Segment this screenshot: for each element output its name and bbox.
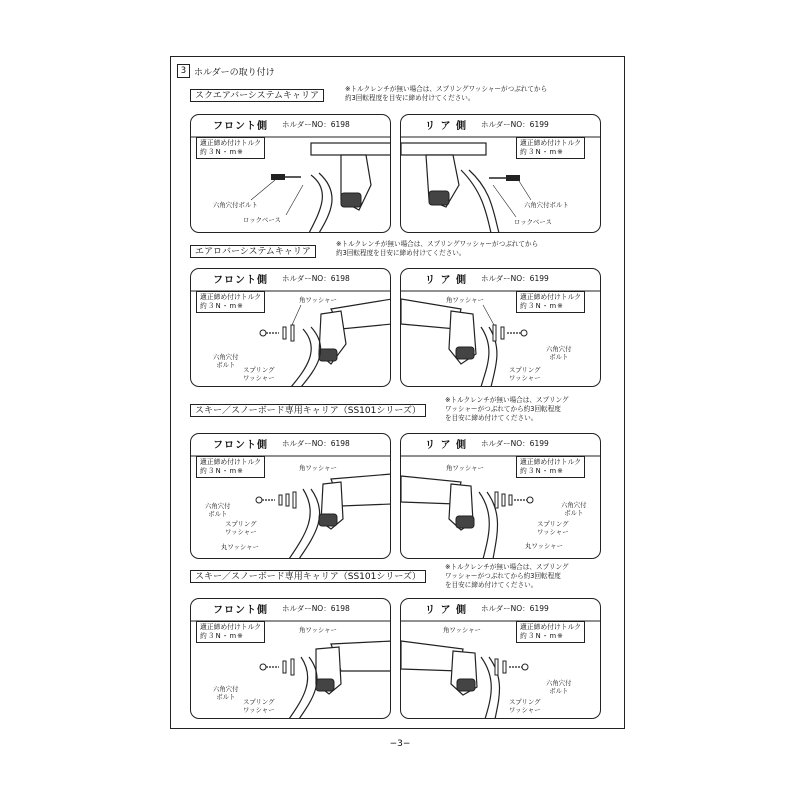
torque-title: 適正締め付けトルク	[200, 458, 262, 466]
bolt-label	[546, 679, 572, 695]
bolt-label	[561, 501, 587, 517]
panel-title	[401, 271, 601, 286]
side-name: フロント側	[213, 605, 268, 616]
label-line: スプリング	[225, 520, 257, 528]
label-line: ボルト	[564, 509, 584, 517]
note-line: ※トルクレンチが無い場合は、スプリングワッシャーがつぶれてから	[336, 240, 539, 248]
panel-title	[401, 117, 601, 132]
holder-illustration	[401, 269, 601, 387]
note-line: ※トルクレンチが無い場合は、スプリング	[445, 563, 569, 571]
spring-washer-label	[225, 520, 257, 536]
torque-title: 適正締め付けトルク	[200, 139, 262, 147]
round-washer-label: 丸ワッシャー	[525, 542, 563, 550]
carrier-label-square: スクエアバーシステムキャリア	[190, 89, 324, 102]
spring-washer-label	[509, 698, 541, 714]
torque-title: 適正締め付けトルク	[520, 623, 582, 631]
note-line: を目安に締め付けてください。	[445, 414, 538, 422]
rear-panel	[400, 114, 601, 233]
rear-panel	[400, 268, 601, 387]
note-line: ※トルクレンチが無い場合は、スプリング	[445, 396, 569, 404]
holder-illustration	[401, 115, 601, 233]
label-line: ワッシャー	[225, 528, 257, 536]
holder-number: ホルダーNO：6198	[282, 120, 350, 129]
side-name: フロント側	[213, 440, 268, 451]
torque-title: 適正締め付けトルク	[520, 458, 582, 466]
front-panel	[190, 268, 391, 387]
spring-washer-label	[243, 698, 275, 714]
torque-note	[345, 85, 547, 103]
bolt-label	[213, 353, 239, 369]
torque-value: 約３N・m※	[200, 302, 244, 310]
front-panel	[190, 433, 391, 559]
torque-value: 約３N・m※	[520, 302, 564, 310]
side-name: リ ア 側	[425, 275, 467, 286]
panel-title	[401, 601, 601, 616]
label-line: 六角穴付	[213, 685, 239, 693]
side-name: フロント側	[213, 275, 268, 286]
rear-panel	[400, 598, 601, 719]
spring-washer-label	[243, 366, 275, 382]
label-line: ワッシャー	[243, 374, 275, 382]
lockbase-label: ロックベース	[514, 218, 552, 226]
label-line: 六角穴付	[205, 502, 231, 510]
holder-illustration	[401, 434, 601, 559]
torque-box	[516, 137, 585, 159]
label-line: ボルト	[208, 510, 228, 518]
torque-note	[336, 240, 538, 258]
torque-title: 適正締め付けトルク	[520, 293, 582, 301]
bolt-label	[546, 345, 572, 361]
torque-title: 適正締め付けトルク	[200, 293, 262, 301]
label-line: スプリング	[243, 698, 275, 706]
square-washer-label: 角ワッシャー	[299, 626, 337, 634]
holder-illustration	[191, 434, 391, 559]
note-line: 約3回転程度を目安に締め付けてください。	[345, 94, 475, 102]
note-line: ※トルクレンチが無い場合は、スプリングワッシャーがつぶれてから	[345, 85, 548, 93]
torque-title: 適正締め付けトルク	[520, 139, 582, 147]
square-washer-label: 角ワッシャー	[299, 296, 337, 304]
torque-value: 約３N・m※	[200, 467, 244, 475]
section-header	[177, 64, 275, 78]
torque-box	[196, 621, 265, 643]
bolt-label: 六角穴付ボルト	[213, 201, 258, 209]
bolt-label	[205, 502, 231, 518]
label-line: ワッシャー	[509, 706, 541, 714]
panel-title	[191, 117, 391, 132]
bolt-label	[213, 685, 239, 701]
holder-number: ホルダーNO：6199	[480, 274, 549, 283]
label-line: 六角穴付	[546, 345, 572, 353]
torque-box	[196, 137, 265, 159]
square-washer-label: 角ワッシャー	[299, 464, 337, 472]
side-name: リ ア 側	[425, 121, 467, 132]
section-number: 3	[177, 64, 190, 78]
rear-panel	[400, 433, 601, 559]
spring-washer-label	[537, 520, 569, 536]
label-line: 六角穴付	[561, 501, 587, 509]
holder-number: ホルダーNO：6198	[282, 604, 350, 613]
label-line: ボルト	[216, 693, 236, 701]
torque-box	[516, 621, 585, 643]
label-line: 六角穴付	[213, 353, 239, 361]
label-line: スプリング	[509, 366, 541, 374]
front-panel	[190, 114, 391, 233]
torque-note	[445, 563, 569, 590]
holder-illustration	[191, 269, 391, 387]
torque-value: 約３N・m※	[520, 467, 564, 475]
side-name: フロント側	[213, 121, 268, 132]
side-name: リ ア 側	[425, 605, 467, 616]
carrier-label-aero: エアロバーシステムキャリア	[190, 245, 316, 258]
label-line: ボルト	[549, 687, 569, 695]
square-washer-label: 角ワッシャー	[443, 626, 481, 634]
note-line: ワッシャーがつぶれてから約3回転程度	[445, 572, 561, 580]
label-line: ワッシャー	[509, 374, 541, 382]
torque-box	[516, 291, 585, 313]
carrier-label-ski: スキー／スノーボード専用キャリア（SS101シリーズ）	[190, 404, 426, 417]
torque-box	[196, 456, 265, 478]
note-line: ワッシャーがつぶれてから約3回転程度	[445, 405, 561, 413]
note-line: を目安に締め付けてください。	[445, 581, 538, 589]
torque-title: 適正締め付けトルク	[200, 623, 262, 631]
page-number: −3−	[389, 739, 411, 749]
torque-box	[196, 291, 265, 313]
holder-number: ホルダーNO：6198	[282, 274, 350, 283]
holder-illustration	[191, 115, 391, 233]
round-washer-label: 丸ワッシャー	[221, 543, 259, 551]
holder-number: ホルダーNO：6199	[480, 120, 549, 129]
torque-note	[445, 396, 569, 423]
carrier-label-ski-2: スキー／スノーボード専用キャリア（SS101シリーズ）	[190, 570, 426, 583]
label-line: ワッシャー	[243, 706, 275, 714]
torque-value: 約３N・m※	[200, 148, 244, 156]
panel-title	[191, 271, 391, 286]
section-title: ホルダーの取り付け	[194, 67, 275, 78]
label-line: 六角穴付	[546, 679, 572, 687]
label-line: ワッシャー	[537, 528, 569, 536]
holder-number: ホルダーNO：6198	[282, 439, 350, 448]
panel-title	[191, 436, 391, 451]
torque-value: 約３N・m※	[520, 632, 564, 640]
torque-value: 約３N・m※	[200, 632, 244, 640]
torque-box	[516, 456, 585, 478]
front-panel	[190, 598, 391, 719]
holder-number: ホルダーNO：6199	[480, 439, 549, 448]
holder-number: ホルダーNO：6199	[480, 604, 549, 613]
holder-illustration	[401, 599, 601, 719]
label-line: スプリング	[243, 366, 275, 374]
label-line: スプリング	[537, 520, 569, 528]
panel-title	[191, 601, 391, 616]
label-line: ボルト	[216, 361, 236, 369]
panel-title	[401, 436, 601, 451]
holder-illustration	[191, 599, 391, 719]
lockbase-label: ロックベース	[243, 216, 281, 224]
square-washer-label: 角ワッシャー	[446, 464, 484, 472]
side-name: リ ア 側	[425, 440, 467, 451]
square-washer-label: 角ワッシャー	[446, 296, 484, 304]
torque-value: 約３N・m※	[520, 148, 564, 156]
label-line: スプリング	[509, 698, 541, 706]
spring-washer-label	[509, 366, 541, 382]
label-line: ボルト	[549, 353, 569, 361]
bolt-label: 六角穴付ボルト	[524, 201, 569, 209]
note-line: 約3回転程度を目安に締め付けてください。	[336, 249, 466, 257]
